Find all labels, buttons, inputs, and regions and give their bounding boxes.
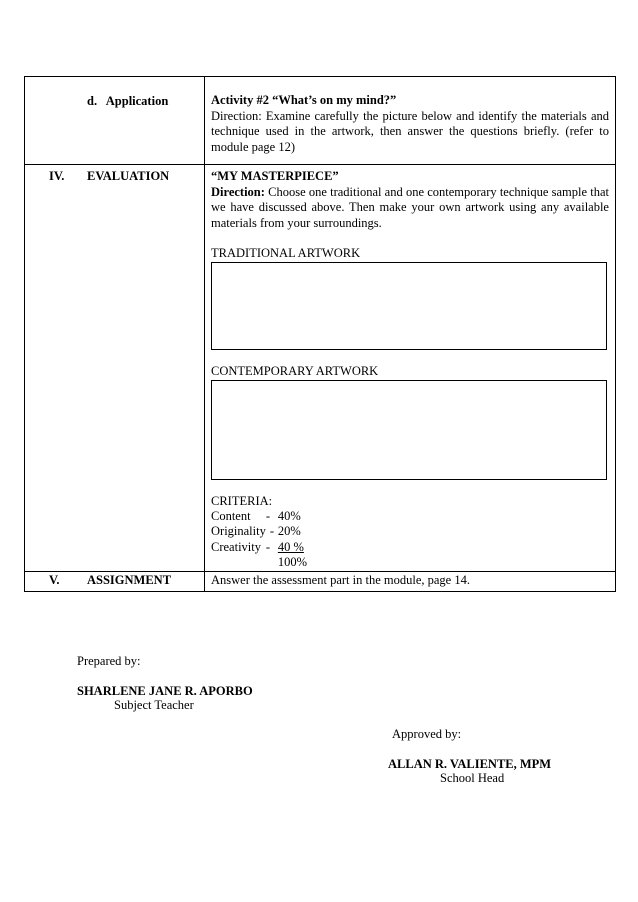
approved-by-role: School Head <box>440 771 505 785</box>
evaluation-roman: IV. <box>49 169 65 183</box>
lesson-plan-table <box>24 76 616 592</box>
assignment-text: Answer the assessment part in the module, page 14. <box>211 573 470 587</box>
criteria-total: 100% <box>277 554 308 569</box>
criteria-label: CRITERIA: <box>211 493 273 508</box>
assignment-row <box>25 571 615 591</box>
prepared-by-role: Subject Teacher <box>114 698 194 712</box>
application-label: d. Application <box>87 94 169 108</box>
application-content-cell <box>205 77 615 164</box>
contemporary-artwork-box[interactable] <box>211 380 607 480</box>
application-label-cell <box>25 77 205 164</box>
criteria-table <box>211 509 307 570</box>
criteria-value: 40 % <box>277 539 304 554</box>
evaluation-row <box>25 164 615 571</box>
direction-text: Choose one traditional and one contemporary technique sample that we have discussed above. Then make your own artwork using any available materials from your surroundings. <box>211 184 609 230</box>
criteria-row <box>211 540 307 555</box>
evaluation-label-cell <box>25 165 205 571</box>
criteria-row <box>211 509 307 524</box>
criteria-sep: - <box>269 524 275 539</box>
contemporary-label: CONTEMPORARY ARTWORK <box>211 363 379 378</box>
criteria-total-row <box>211 555 307 570</box>
prepared-by-name: SHARLENE JANE R. APORBO <box>77 684 253 698</box>
assignment-label: ASSIGNMENT <box>87 573 172 587</box>
traditional-label: TRADITIONAL ARTWORK <box>211 246 361 261</box>
evaluation-label: EVALUATION <box>87 169 170 183</box>
criteria-value: 40% <box>277 509 301 524</box>
assignment-label-cell <box>25 572 205 591</box>
criteria-value: 20% <box>277 524 301 539</box>
application-row <box>25 77 615 164</box>
criteria-name: Content <box>211 509 251 524</box>
direction-label: Direction: <box>211 184 265 199</box>
traditional-artwork-box[interactable] <box>211 262 607 350</box>
activity-title: Activity #2 “What’s on my mind?” <box>211 93 397 107</box>
assignment-content-cell <box>205 572 615 591</box>
criteria-name: Creativity <box>211 539 261 554</box>
criteria-name: Originality <box>211 524 266 539</box>
masterpiece-title: “MY MASTERPIECE” <box>211 169 339 183</box>
evaluation-direction <box>211 185 609 232</box>
approved-by-name: ALLAN R. VALIENTE, MPM <box>388 757 552 771</box>
criteria-sep: - <box>265 509 271 524</box>
approved-by-label: Approved by: <box>392 727 462 741</box>
assignment-roman: V. <box>49 573 60 587</box>
evaluation-content-cell <box>205 165 615 571</box>
criteria-sep: - <box>265 539 271 554</box>
criteria-row <box>211 524 307 539</box>
prepared-by-label: Prepared by: <box>77 654 141 668</box>
application-direction: Direction: Examine carefully the picture below and identify the materials and technique used in the artwork, then answer the questions briefly. (refer to module page 12) <box>211 108 609 154</box>
